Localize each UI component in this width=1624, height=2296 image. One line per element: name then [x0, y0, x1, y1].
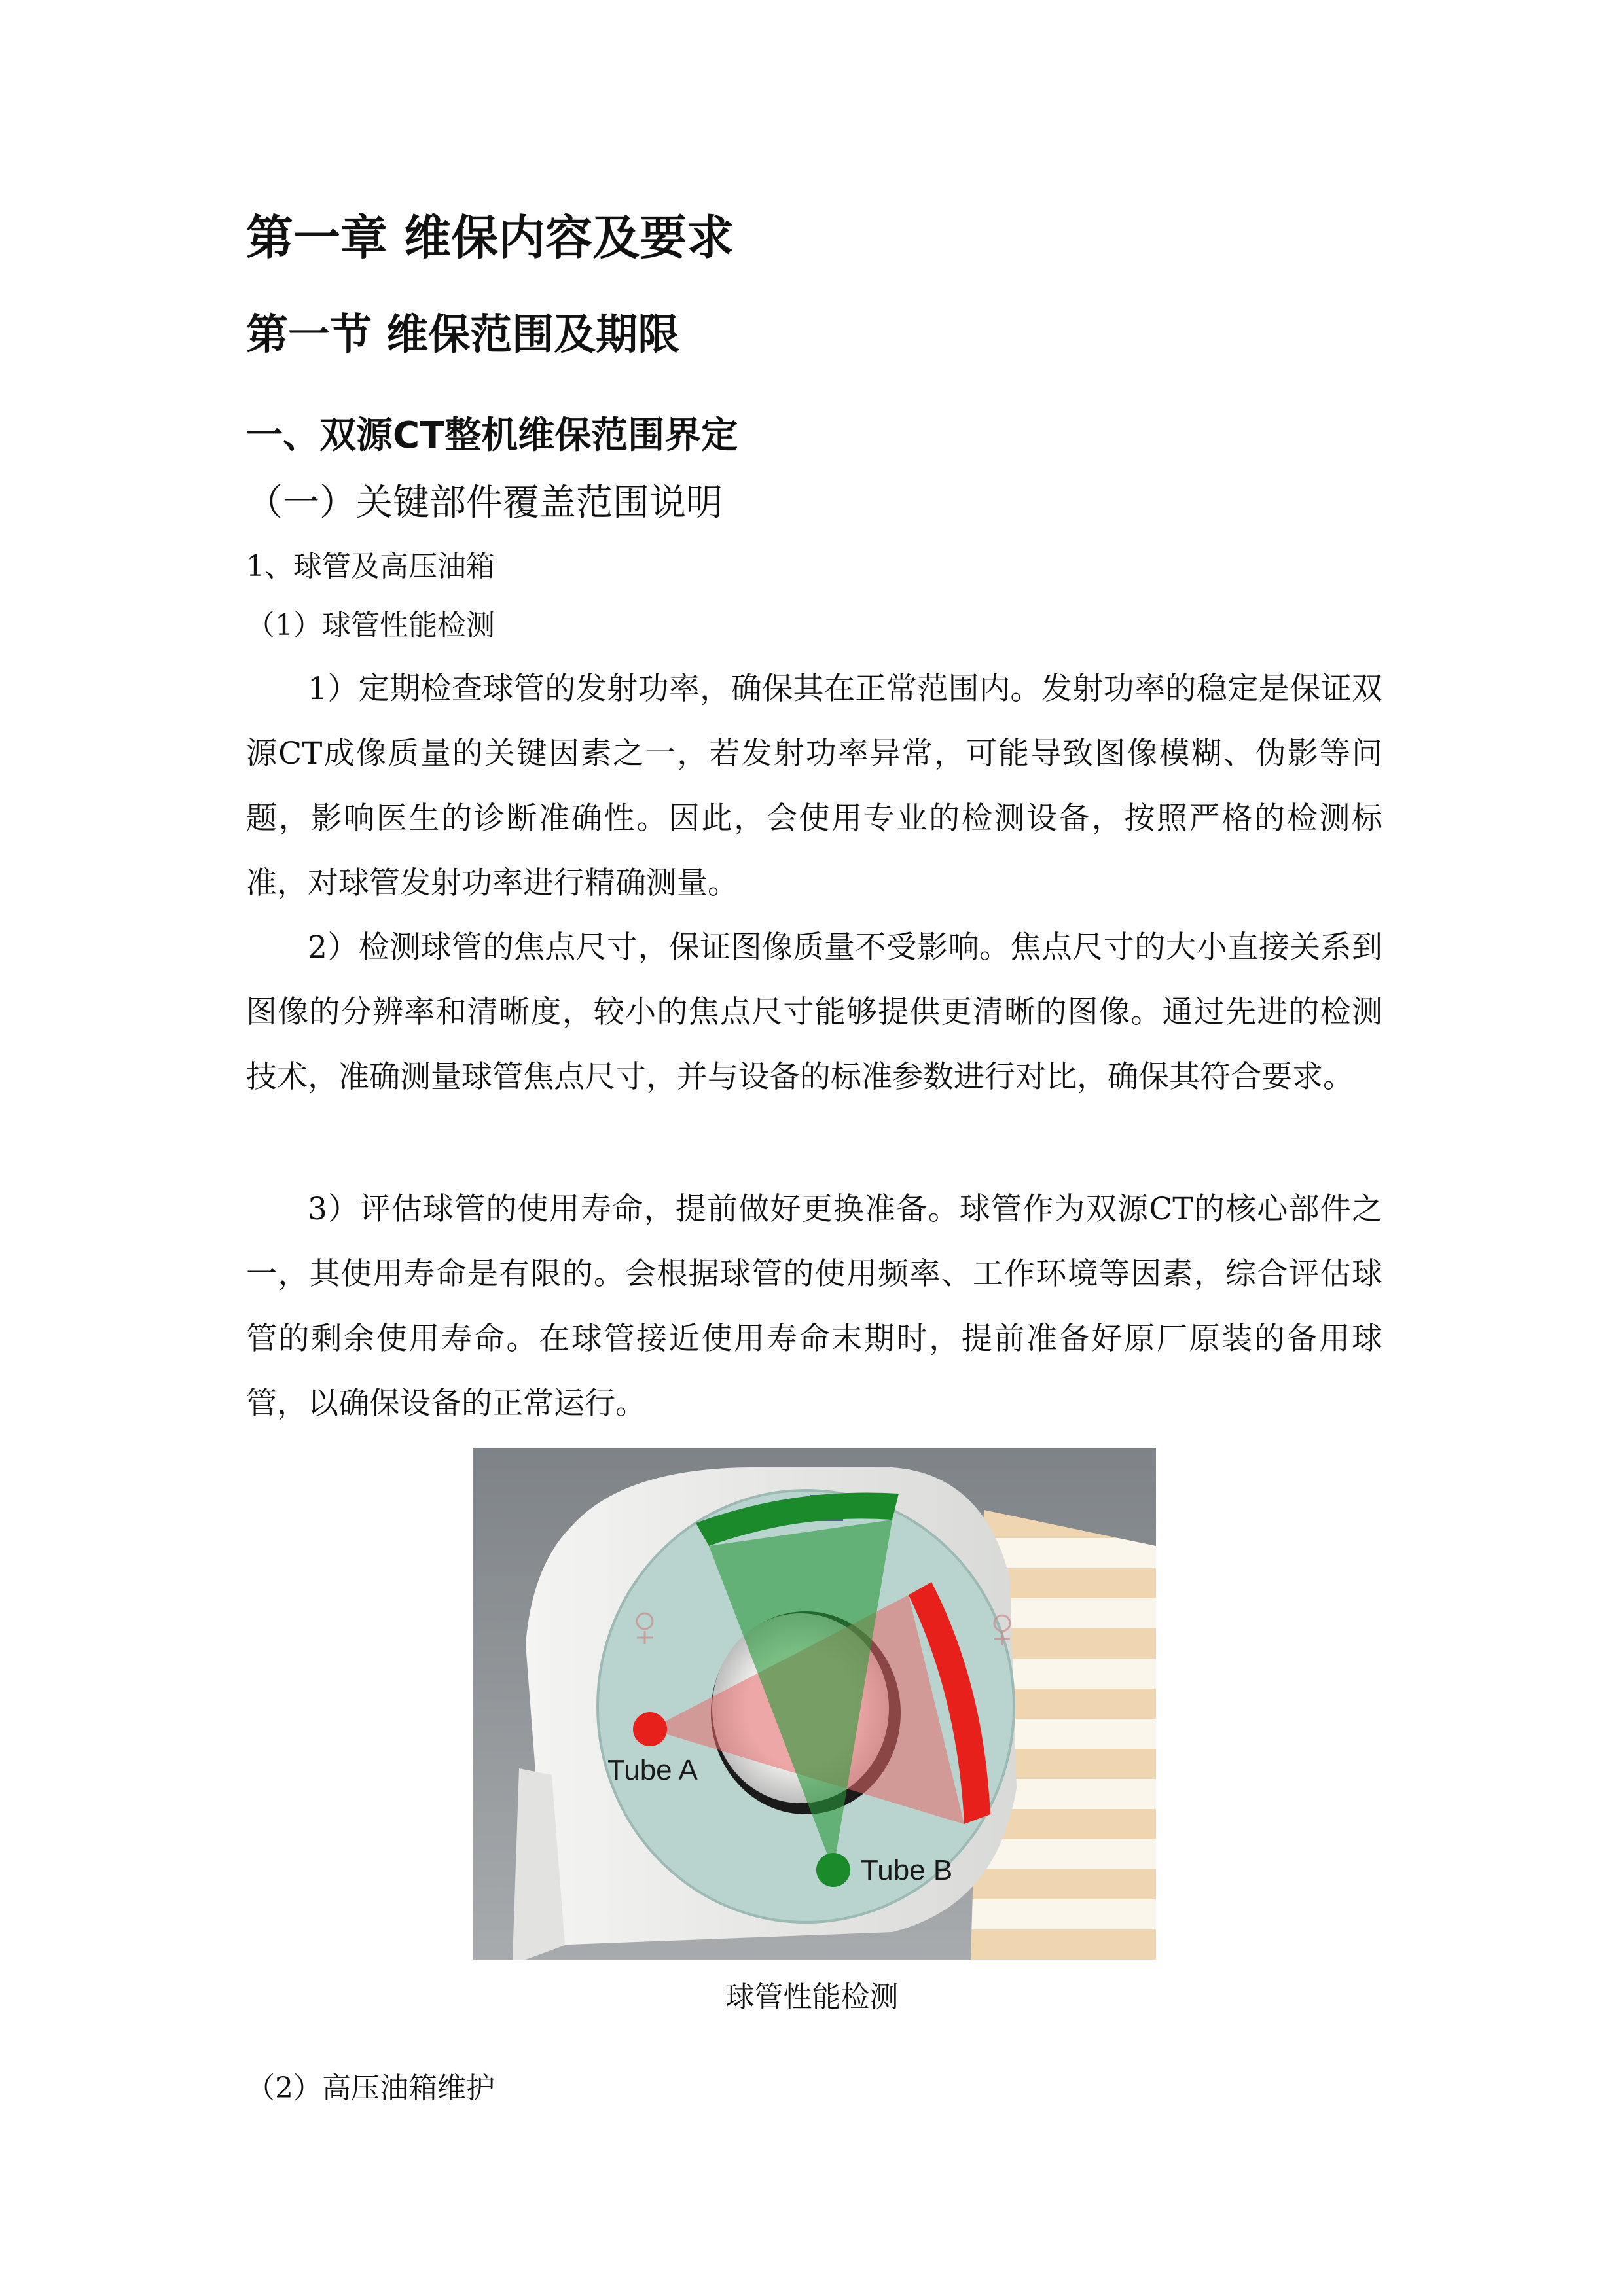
section-heading: 第一节 维保范围及期限: [246, 311, 680, 359]
subitem-heading-1: （1）球管性能检测: [246, 609, 495, 642]
paragraph-1: 1）定期检查球管的发射功率，确保其在正常范围内。发射功率的稳定是保证双源CT成像质量的关键因素之一，若发射功率异常，可能导致图像模糊、伪影等问题，影响医生的诊断准确性。因此，会使用专业的检测设备，按照严格的检测标准，对球管发射功率进行精确测量。: [246, 671, 1382, 901]
figure-caption: 球管性能检测: [725, 1981, 899, 2014]
paragraph-2: 2）检测球管的焦点尺寸，保证图像质量不受影响。焦点尺寸的大小直接关系到图像的分辨率和清晰度，较小的焦点尺寸能够提供更清晰的图像。通过先进的检测技术，准确测量球管焦点尺寸，并与设备的标准参数进行对比，确保其符合要求。: [246, 929, 1382, 1095]
item-heading: 1、球管及高压油箱: [246, 550, 495, 583]
paragraph-3: 3）评估球管的使用寿命，提前做好更换准备。球管作为双源CT的核心部件之一，其使用寿命是有限的。会根据球管的使用频率、工作环境等因素，综合评估球管的剩余使用寿命。在球管接近使用寿命末期时，提前准备好原厂原装的备用球管，以确保设备的正常运行。: [246, 1191, 1382, 1422]
subitem-heading-2: （2）高压油箱维护: [246, 2072, 495, 2105]
subsection-heading: 一、双源CT整机维保范围界定: [246, 414, 738, 457]
tube-a-marker: [633, 1712, 667, 1746]
tube-b-label: Tube B: [861, 1854, 953, 1886]
ct-figure: [473, 1448, 1156, 1960]
part-heading: （一）关键部件覆盖范围说明: [246, 482, 723, 524]
tube-a-label: Tube A: [607, 1754, 698, 1786]
tube-b-marker: [816, 1853, 850, 1887]
dual-source-ct-illustration: [473, 1448, 1156, 1960]
chapter-heading: 第一章 维保内容及要求: [246, 210, 734, 265]
